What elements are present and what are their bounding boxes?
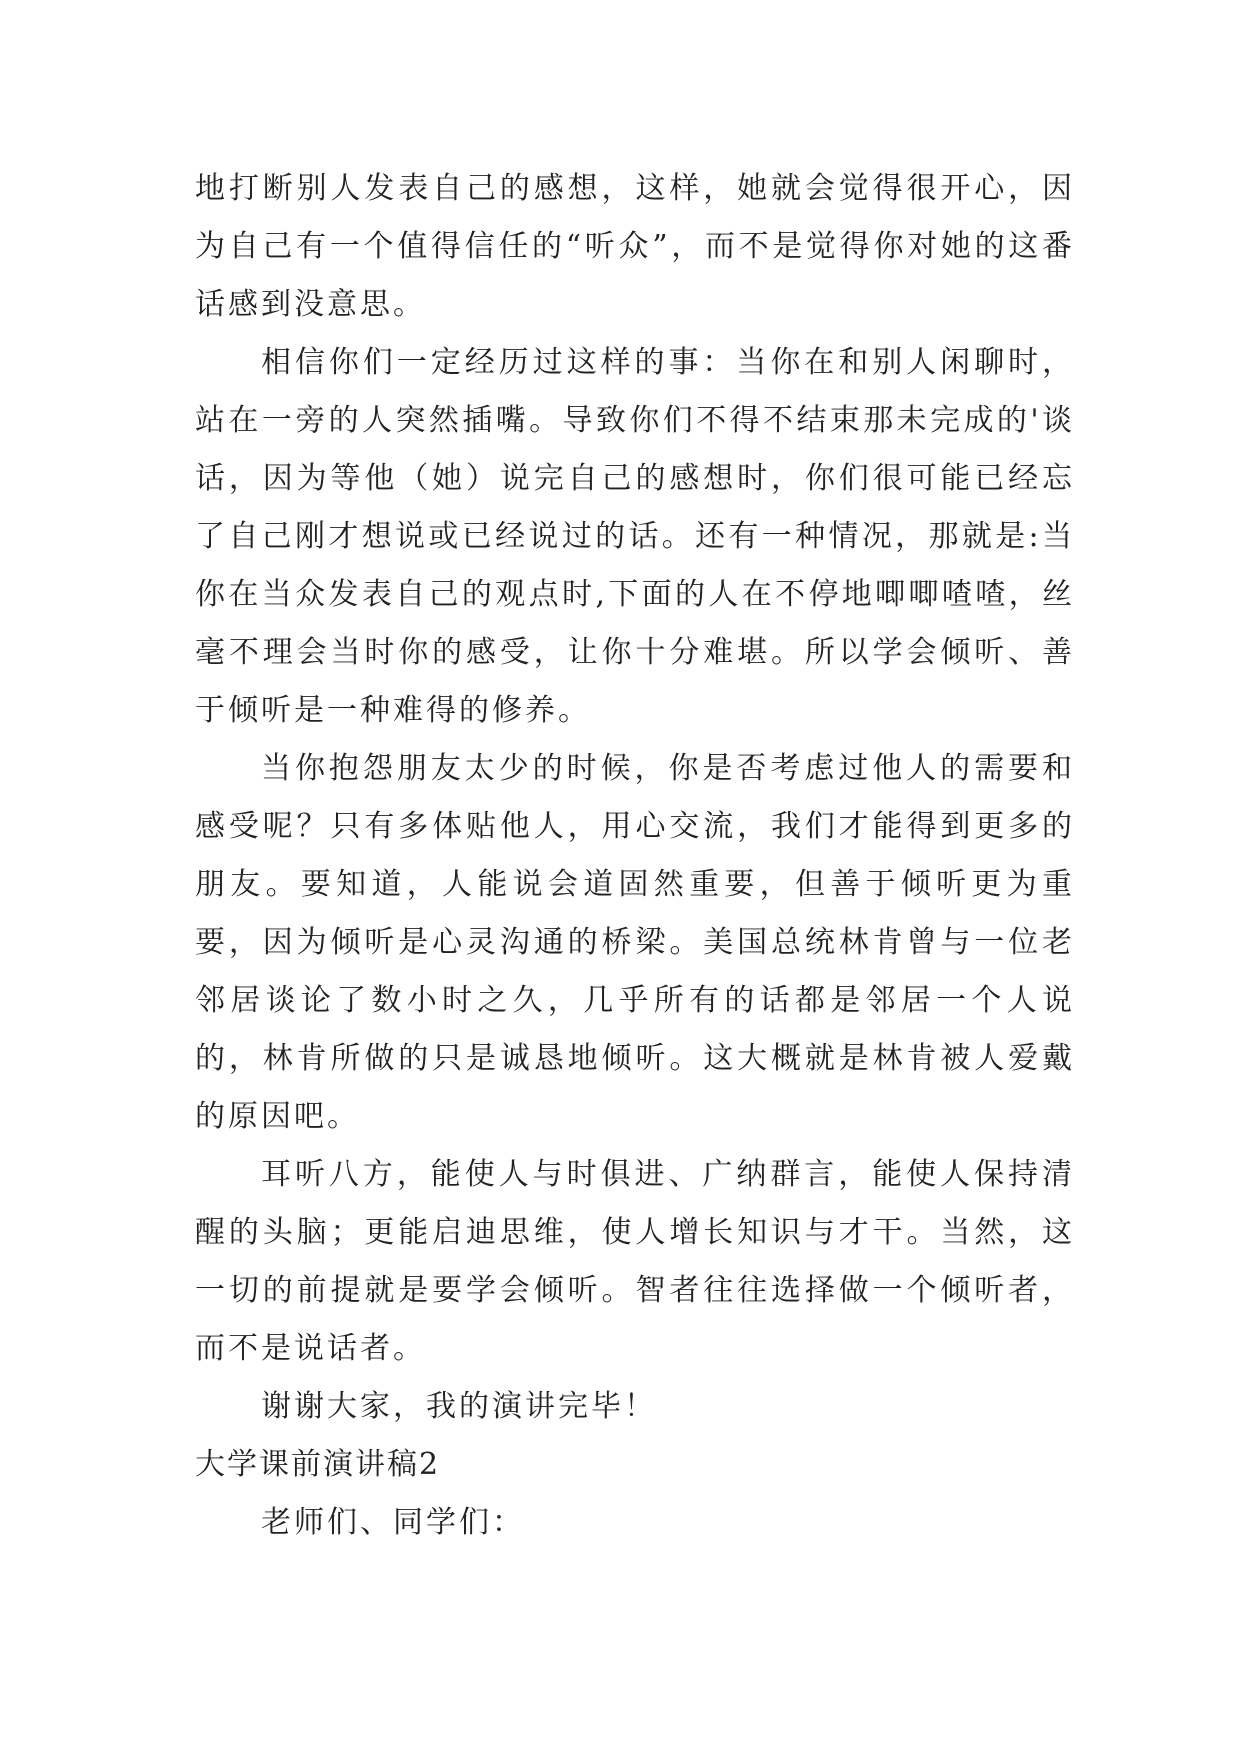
- document-body: [195, 160, 1075, 1552]
- paragraph-friends-lincoln: 当你抱怨朋友太少的时候，你是否考虑过他人的需要和感受呢？只有多体贴他人，用心交流，我们才能得到更多的朋友。要知道，人能说会道固然重要，但善于倾听更为重要，因为倾听是心灵沟通的桥梁。美国总统林肯曾与一位老邻居谈论了数小时之久，几乎所有的话都是邻居一个人说的，林肯所做的只是诚恳地倾听。这大概就是林肯被人爱戴的原因吧。: [195, 751, 1075, 1134]
- salutation: 老师们、同学们：: [261, 1505, 525, 1540]
- paragraph-interruption-example: 相信你们一定经历过这样的事：当你在和别人闲聊时，站在一旁的人突然插嘴。导致你们不得不结束那未完成的'谈话，因为等他（她）说完自己的感想时，你们很可能已经忘了自己刚才想说或已经说过的话。还有一种情况，那就是:当你在当众发表自己的观点时,下面的人在不停地唧唧喳喳，丝毫不理会当时你的感受，让你十分难堪。所以学会倾听、善于倾听是一种难得的修养。: [195, 345, 1075, 728]
- paragraph-listening-benefits: 耳听八方，能使人与时俱进、广纳群言，能使人保持清醒的头脑；更能启迪思维，使人增长知识与才干。当然，这一切的前提就是要学会倾听。智者往往选择做一个倾听者，而不是说话者。: [195, 1157, 1075, 1366]
- paragraph-continuation: 地打断别人发表自己的感想，这样，她就会觉得很开心，因为自己有一个值得信任的“听众”，而不是觉得你对她的这番话感到没意思。: [195, 171, 1075, 322]
- paragraph-closing-thanks: 谢谢大家，我的演讲完毕！: [261, 1389, 657, 1424]
- section-title: 大学课前演讲稿2: [195, 1447, 441, 1482]
